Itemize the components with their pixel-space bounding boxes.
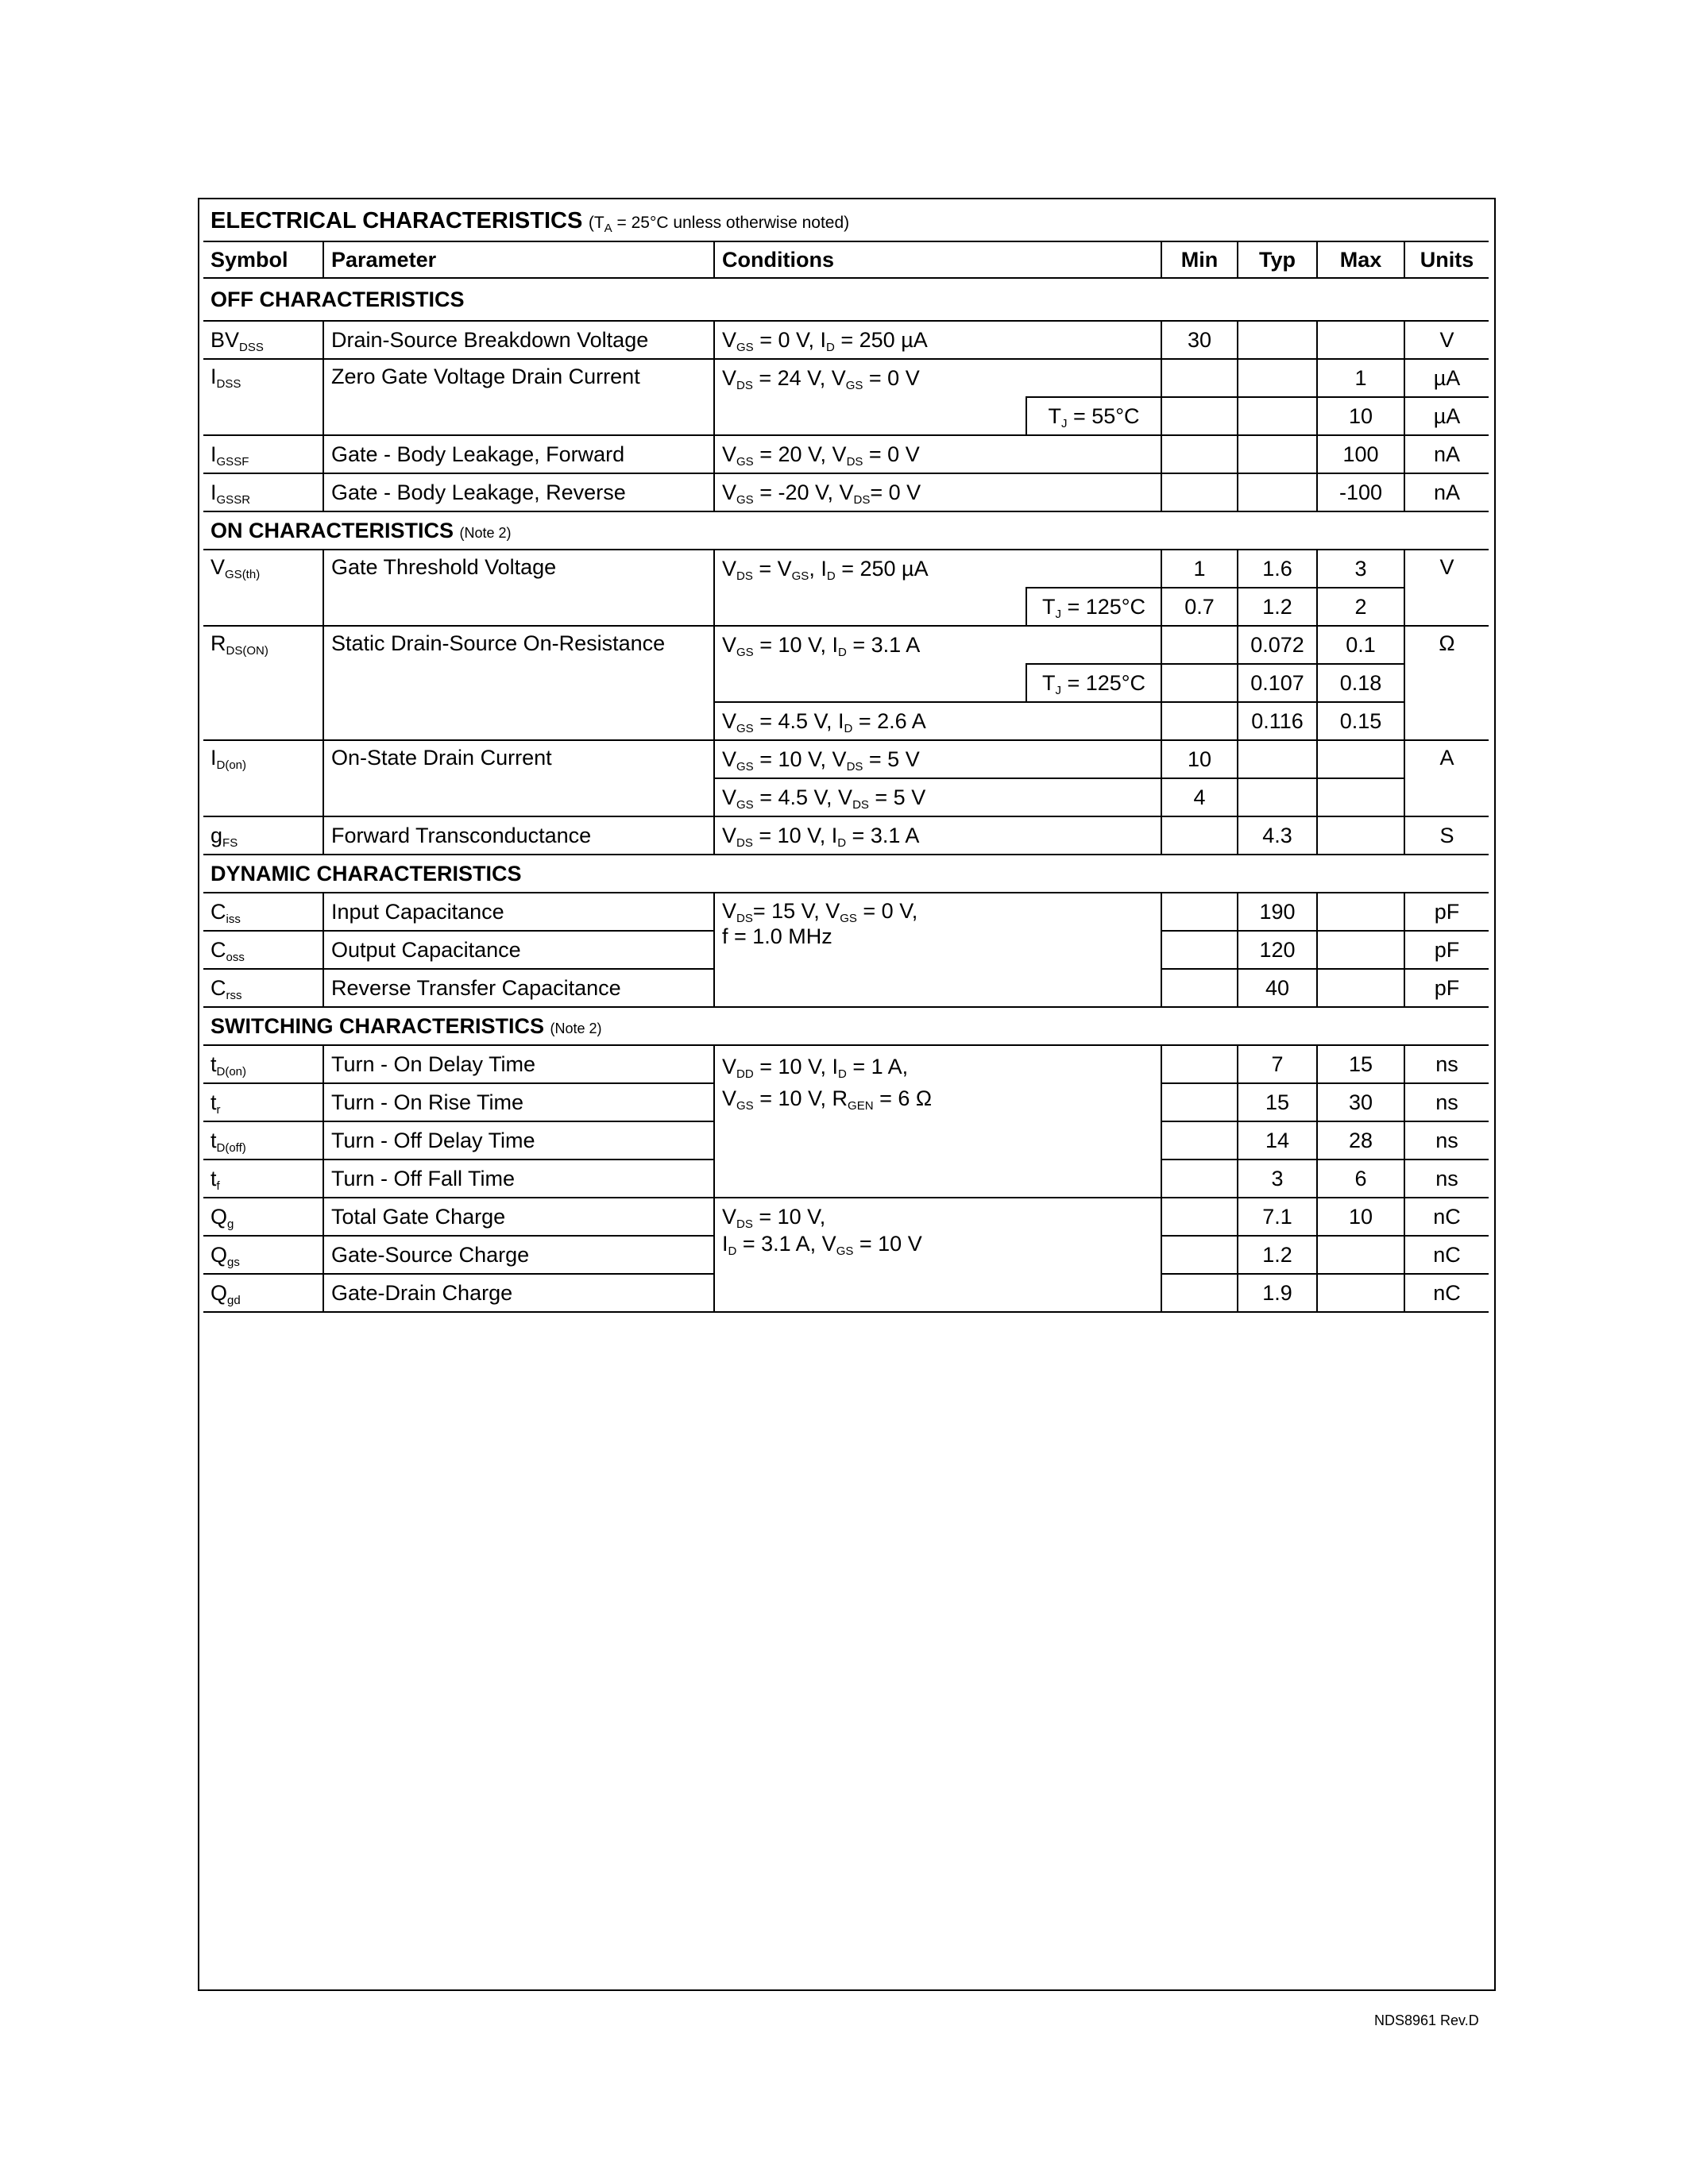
unit-cell: ns	[1404, 1160, 1489, 1198]
document-revision-footer: NDS8961 Rev.D	[1374, 2012, 1479, 2028]
typ-cell	[1238, 359, 1317, 397]
parameter-cell: Gate Threshold Voltage	[323, 550, 714, 626]
max-cell: 0.18	[1317, 664, 1404, 702]
parameter-cell: Reverse Transfer Capacitance	[323, 969, 714, 1007]
min-cell	[1161, 1121, 1238, 1160]
section-title-off: OFF CHARACTERISTICS	[211, 287, 465, 311]
table-row	[203, 740, 1489, 778]
max-cell: 0.15	[1317, 702, 1404, 740]
parameter-cell: Turn - On Rise Time	[323, 1083, 714, 1121]
unit-cell: pF	[1404, 931, 1489, 969]
min-cell	[1161, 664, 1238, 702]
max-cell: 1	[1317, 359, 1404, 397]
parameter-cell: Drain-Source Breakdown Voltage	[323, 321, 714, 359]
unit-cell: µA	[1404, 397, 1489, 435]
condition-cell: $V_{DS} = 24$ V, $V_{GS} = 0$ V	[714, 359, 1161, 397]
symbol-cell: $I_{DSS}$	[203, 359, 323, 435]
symbol-cell: $C_{oss}$	[203, 931, 323, 969]
unit-cell: A	[1404, 740, 1489, 816]
max-cell	[1317, 969, 1404, 1007]
symbol-cell: $t_{D(on)}$	[203, 1045, 323, 1083]
max-cell: 10	[1317, 1198, 1404, 1236]
section-title-dynamic: DYNAMIC CHARACTERISTICS	[211, 861, 522, 886]
parameter-cell: Static Drain-Source On-Resistance	[323, 626, 714, 740]
parameter-cell: Zero Gate Voltage Drain Current	[323, 359, 714, 435]
unit-cell: S	[1404, 816, 1489, 855]
unit-cell: nC	[1404, 1236, 1489, 1274]
table-row	[203, 1045, 1489, 1083]
condition-cell: $V_{GS} = -20$ V, $V_{DS}= 0$ V	[714, 473, 1161, 511]
condition-cell: $V_{GS} = 4.5$ V, $V_{DS} = 5$ V	[714, 778, 1161, 816]
typ-cell	[1238, 321, 1317, 359]
parameter-cell: Gate-Source Charge	[323, 1236, 714, 1274]
max-cell	[1317, 816, 1404, 855]
electrical-characteristics-table	[203, 202, 1489, 1313]
parameter-cell: On-State Drain Current	[323, 740, 714, 816]
symbol-cell: $g_{FS}$	[203, 816, 323, 855]
condition-cell: $V_{GS} = 0$ V, $I_D = 250$ µA	[714, 321, 1161, 359]
min-cell: 4	[1161, 778, 1238, 816]
max-cell: 6	[1317, 1160, 1404, 1198]
typ-cell: 7.1	[1238, 1198, 1317, 1236]
table-row	[203, 893, 1489, 931]
min-cell	[1161, 359, 1238, 397]
symbol-cell: $V_{GS(th)}$	[203, 550, 323, 626]
tj-condition-cell: $T_J = 125^\circ C$	[1026, 588, 1161, 626]
symbol-cell: $I_{D(on)}$	[203, 740, 323, 816]
typ-cell	[1238, 473, 1317, 511]
parameter-cell: Gate - Body Leakage, Reverse	[323, 473, 714, 511]
typ-cell: 15	[1238, 1083, 1317, 1121]
typ-cell: 1.6	[1238, 550, 1317, 588]
max-cell: 10	[1317, 397, 1404, 435]
min-cell	[1161, 435, 1238, 473]
unit-cell: ns	[1404, 1121, 1489, 1160]
min-cell: 10	[1161, 740, 1238, 778]
condition-cell: $V_{GS} = 10$ V, $I_D = 3.1$ A	[714, 626, 1161, 664]
header-max: Max	[1317, 241, 1404, 278]
symbol-cell: $t_{D(off)}$	[203, 1121, 323, 1160]
symbol-cell: $R_{DS(ON)}$	[203, 626, 323, 740]
parameter-cell: Forward Transconductance	[323, 816, 714, 855]
table-row	[203, 626, 1489, 664]
unit-cell: pF	[1404, 893, 1489, 931]
min-cell	[1161, 1236, 1238, 1274]
symbol-cell: $BV_{DSS}$	[203, 321, 323, 359]
min-cell	[1161, 473, 1238, 511]
unit-cell: V	[1404, 550, 1489, 626]
symbol-cell: $Q_{gs}$	[203, 1236, 323, 1274]
header-units: Units	[1404, 241, 1489, 278]
min-cell: 0.7	[1161, 588, 1238, 626]
symbol-cell: $I_{GSSR}$	[203, 473, 323, 511]
max-cell	[1317, 321, 1404, 359]
section-title-switching: SWITCHING CHARACTERISTICS (Note 2)	[211, 1013, 602, 1038]
max-cell	[1317, 1274, 1404, 1312]
parameter-cell: Turn - On Delay Time	[323, 1045, 714, 1083]
condition-blank-cell	[714, 588, 1026, 626]
header-parameter: Parameter	[323, 241, 714, 278]
max-cell	[1317, 1236, 1404, 1274]
table-row	[203, 550, 1489, 588]
max-cell: -100	[1317, 473, 1404, 511]
typ-cell: 1.2	[1238, 1236, 1317, 1274]
header-symbol: Symbol	[203, 241, 323, 278]
symbol-cell: $Q_g$	[203, 1198, 323, 1236]
table-row	[203, 435, 1489, 473]
symbol-cell: $t_r$	[203, 1083, 323, 1121]
max-cell: 0.1	[1317, 626, 1404, 664]
parameter-cell: Gate - Body Leakage, Forward	[323, 435, 714, 473]
min-cell	[1161, 1083, 1238, 1121]
section-row	[203, 511, 1489, 550]
parameter-cell: Input Capacitance	[323, 893, 714, 931]
min-cell	[1161, 931, 1238, 969]
parameter-cell: Turn - Off Fall Time	[323, 1160, 714, 1198]
tj-condition-cell: $T_J = 125^\circ C$	[1026, 664, 1161, 702]
typ-cell: 1.9	[1238, 1274, 1317, 1312]
table-row	[203, 359, 1489, 397]
min-cell: 1	[1161, 550, 1238, 588]
table-title-row	[203, 202, 1489, 241]
max-cell	[1317, 778, 1404, 816]
table-title: ELECTRICAL CHARACTERISTICS ($T_A = 25^\circ C$ unless otherwise noted)	[211, 208, 850, 235]
typ-cell	[1238, 740, 1317, 778]
max-cell: 3	[1317, 550, 1404, 588]
min-cell	[1161, 1198, 1238, 1236]
condition-cell: $V_{DS}= 15$ V, $V_{GS} = 0$ V, f = 1.0 MHz	[714, 893, 1161, 1007]
condition-cell: $V_{DS} = 10$ V, $I_D = 3.1$ A, $V_{GS} = 10$ V	[714, 1198, 1161, 1312]
condition-cell: $V_{GS} = 20$ V, $V_{DS} = 0$ V	[714, 435, 1161, 473]
min-cell	[1161, 816, 1238, 855]
table-row	[203, 473, 1489, 511]
symbol-cell: $t_f$	[203, 1160, 323, 1198]
condition-cell: $V_{DS} = 10$ V, $I_D = 3.1$ A	[714, 816, 1161, 855]
unit-cell: ns	[1404, 1045, 1489, 1083]
typ-cell: 4.3	[1238, 816, 1317, 855]
title-condition: ($T_A = 25^\circ C$ unless otherwise noted)	[588, 214, 850, 235]
condition-cell: $V_{GS} = 10$ V, $V_{DS} = 5$ V	[714, 740, 1161, 778]
parameter-cell: Gate-Drain Charge	[323, 1274, 714, 1312]
parameter-cell: Turn - Off Delay Time	[323, 1121, 714, 1160]
condition-cell: $V_{DS} = V_{GS}$, $I_D = 250$ µA	[714, 550, 1161, 588]
typ-cell: 0.116	[1238, 702, 1317, 740]
section-row	[203, 855, 1489, 893]
header-typ: Typ	[1238, 241, 1317, 278]
header-conditions: Conditions	[714, 241, 1161, 278]
header-row	[203, 241, 1489, 278]
min-cell	[1161, 1274, 1238, 1312]
unit-cell: V	[1404, 321, 1489, 359]
min-cell	[1161, 969, 1238, 1007]
typ-cell: 0.107	[1238, 664, 1317, 702]
typ-cell: 1.2	[1238, 588, 1317, 626]
unit-cell: µA	[1404, 359, 1489, 397]
typ-cell	[1238, 435, 1317, 473]
unit-cell: nC	[1404, 1198, 1489, 1236]
symbol-cell: $C_{rss}$	[203, 969, 323, 1007]
typ-cell: 190	[1238, 893, 1317, 931]
typ-cell: 7	[1238, 1045, 1317, 1083]
typ-cell	[1238, 397, 1317, 435]
tj-condition-cell: $T_J = 55^\circ C$	[1026, 397, 1161, 435]
section-row	[203, 278, 1489, 321]
max-cell: 100	[1317, 435, 1404, 473]
typ-cell: 0.072	[1238, 626, 1317, 664]
unit-cell: ns	[1404, 1083, 1489, 1121]
max-cell: 15	[1317, 1045, 1404, 1083]
symbol-cell: $C_{iss}$	[203, 893, 323, 931]
unit-cell: pF	[1404, 969, 1489, 1007]
min-cell	[1161, 702, 1238, 740]
typ-cell: 3	[1238, 1160, 1317, 1198]
symbol-cell: $Q_{gd}$	[203, 1274, 323, 1312]
typ-cell	[1238, 778, 1317, 816]
unit-cell: nA	[1404, 473, 1489, 511]
condition-blank-cell	[714, 664, 1026, 702]
condition-cell: $V_{GS} = 4.5$ V, $I_D = 2.6$ A	[714, 702, 1161, 740]
parameter-cell: Output Capacitance	[323, 931, 714, 969]
table-row	[203, 816, 1489, 855]
unit-cell: Ω	[1404, 626, 1489, 740]
table-row	[203, 321, 1489, 359]
condition-cell: $V_{DD} = 10$ V, $I_D = 1$ A, $V_{GS} = 10$ V, $R_{GEN} = 6$ Ω	[714, 1045, 1161, 1198]
min-cell	[1161, 626, 1238, 664]
min-cell	[1161, 1045, 1238, 1083]
min-cell: 30	[1161, 321, 1238, 359]
max-cell	[1317, 740, 1404, 778]
min-cell	[1161, 1160, 1238, 1198]
header-min: Min	[1161, 241, 1238, 278]
unit-cell: nA	[1404, 435, 1489, 473]
min-cell	[1161, 397, 1238, 435]
table-row	[203, 1198, 1489, 1236]
typ-cell: 120	[1238, 931, 1317, 969]
min-cell	[1161, 893, 1238, 931]
symbol-cell: $I_{GSSF}$	[203, 435, 323, 473]
max-cell	[1317, 893, 1404, 931]
max-cell: 30	[1317, 1083, 1404, 1121]
parameter-cell: Total Gate Charge	[323, 1198, 714, 1236]
section-title-on: ON CHARACTERISTICS (Note 2)	[211, 518, 512, 542]
condition-blank-cell	[714, 397, 1026, 435]
max-cell: 28	[1317, 1121, 1404, 1160]
typ-cell: 40	[1238, 969, 1317, 1007]
max-cell	[1317, 931, 1404, 969]
unit-cell: nC	[1404, 1274, 1489, 1312]
max-cell: 2	[1317, 588, 1404, 626]
typ-cell: 14	[1238, 1121, 1317, 1160]
section-row	[203, 1007, 1489, 1045]
